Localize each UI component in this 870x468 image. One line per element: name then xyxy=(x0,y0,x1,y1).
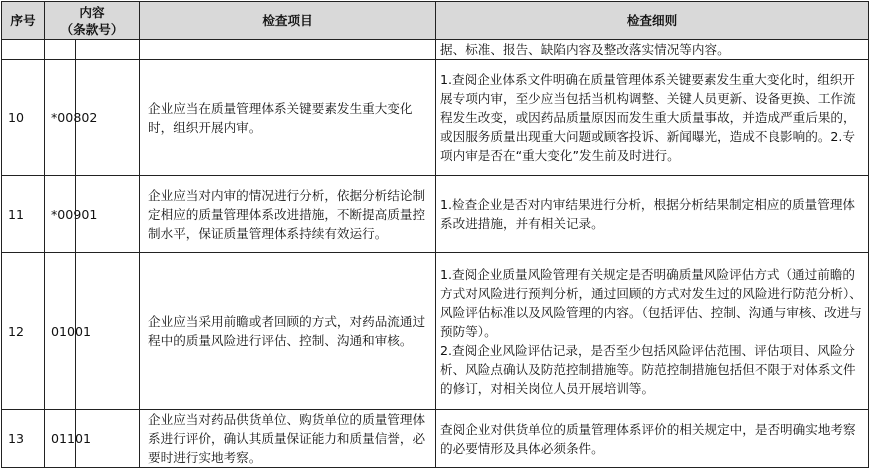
cell-code: 01001 xyxy=(45,253,140,410)
cell-seq: 12 xyxy=(2,253,45,410)
cell-item xyxy=(140,40,436,60)
cell-seq: 11 xyxy=(2,176,45,253)
cell-detail: 据、标准、报告、缺陷内容及整改落实情况等内容。 xyxy=(436,40,869,60)
cell-item: 企业应当对内审的情况进行分析，依据分析结论制定相应的质量管理体系改进措施，不断提高质量控制水平，保证质量管理体系持续有效运行。 xyxy=(140,176,436,253)
table-header-row xyxy=(2,2,869,40)
cell-detail: 1.检查企业是否对内审结果进行分析，根据分析结果制定相应的质量管理体系改进措施，并有相关记录。 xyxy=(436,176,869,253)
cell-seq: 10 xyxy=(2,60,45,176)
table-row xyxy=(2,253,869,410)
cell-seq: 13 xyxy=(2,410,45,468)
inspection-table xyxy=(1,1,869,468)
cell-seq xyxy=(2,40,45,60)
cell-detail: 1.查阅企业质量风险管理有关规定是否明确质量风险评估方式（通过前瞻的方式对风险进行预判分析，通过回顾的方式对发生过的风险进行防范分析）、风险评估标准以及风险管理的内容。（包括评估、控制、沟通与审核、改进与预防等）。 2.查阅企业风险评估记录，是否至少包括风险评估范围、评估项目、风险分析、风险点确认及防范控制措施等。防范控制措施包括但不限于对体系文件的修订，对相关岗位人员开展培训等。 xyxy=(436,253,869,410)
cell-item: 企业应当采用前瞻或者回顾的方式，对药品流通过程中的质量风险进行评估、控制、沟通和审核。 xyxy=(140,253,436,410)
header-item: 检查项目 xyxy=(140,2,436,40)
header-detail: 检查细则 xyxy=(436,2,869,40)
table-row xyxy=(2,60,869,176)
header-content: 内容 （条款号） xyxy=(45,2,140,40)
cell-code: *00802 xyxy=(45,60,140,176)
table-row xyxy=(2,410,869,468)
cell-code: *00901 xyxy=(45,176,140,253)
header-seq: 序号 xyxy=(2,2,45,40)
cell-code xyxy=(45,40,140,60)
table-row xyxy=(2,176,869,253)
cell-detail: 查阅企业对供货单位的质量管理体系评价的相关规定中，是否明确实地考察的必要情形及具体必须条件。 xyxy=(436,410,869,468)
cell-detail: 1.查阅企业体系文件明确在质量管理体系关键要素发生重大变化时，组织开展专项内审，至少应当包括当机构调整、关键人员更新、设备更换、工作流程发生改变，或因药品质量原因而发生重大质量事故，并造成严重后果的，或因服务质量出现重大问题或顾客投诉、新闻曝光，造成不良影响的。2.专项内审是否在“重大变化”发生前及时进行。 xyxy=(436,60,869,176)
table-row-continued xyxy=(2,40,869,60)
cell-item: 企业应当在质量管理体系关键要素发生重大变化时，组织开展内审。 xyxy=(140,60,436,176)
cell-code: 01101 xyxy=(45,410,140,468)
cell-item: 企业应当对药品供货单位、购货单位的质量管理体系进行评价，确认其质量保证能力和质量信誉，必要时进行实地考察。 xyxy=(140,410,436,468)
